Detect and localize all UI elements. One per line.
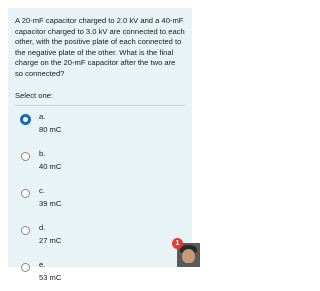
option-letter: e. [39, 260, 46, 269]
option-letter: b. [39, 149, 46, 158]
answer-option-c[interactable] [15, 180, 185, 217]
option-letter: d. [39, 223, 46, 232]
notification-badge: 1 [172, 238, 183, 249]
question-card [8, 8, 192, 282]
option-letter: c. [39, 186, 45, 195]
answer-option-b[interactable] [15, 143, 185, 180]
option-letter: a. [39, 112, 46, 121]
answer-option-a[interactable] [15, 106, 185, 143]
option-value: 40 mC [39, 162, 62, 171]
radio-c[interactable] [21, 189, 30, 198]
answer-option-e[interactable] [15, 254, 185, 291]
option-value: 53 mC [39, 273, 62, 282]
answer-option-d[interactable] [15, 217, 185, 254]
radio-d[interactable] [21, 226, 30, 235]
avatar-face [182, 249, 195, 263]
select-one-label: Select one: [15, 91, 185, 106]
option-value: 39 mC [39, 199, 62, 208]
option-value: 80 mC [39, 125, 62, 134]
radio-b[interactable] [21, 152, 30, 161]
option-value: 27 mC [39, 236, 62, 245]
radio-e[interactable] [21, 263, 30, 272]
radio-a[interactable] [20, 114, 31, 125]
question-text: A 20-mF capacitor charged to 2.0 kV and a 40-mF capacitor charged to 3.0 kV are connected to each other, with the positive plate of each connected to the negative plate of the other. What is the final charge on the 20-mF capacitor after the two are so connected? [15, 16, 185, 78]
